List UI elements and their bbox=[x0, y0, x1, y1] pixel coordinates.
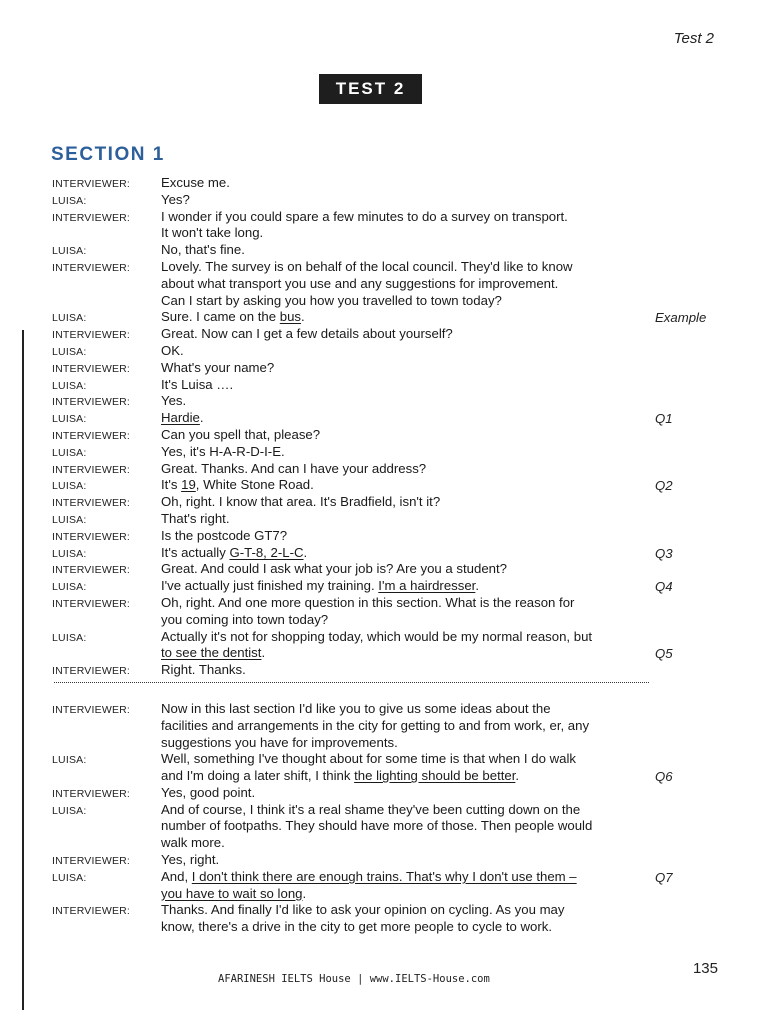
answer-underline: to see the dentist bbox=[161, 645, 262, 661]
speech-line bbox=[161, 768, 651, 785]
dialogue-row bbox=[52, 629, 717, 663]
dialogue-row bbox=[52, 511, 717, 528]
dialogue-row bbox=[52, 662, 717, 679]
speaker-name: INTERVIEWER: bbox=[52, 396, 131, 409]
answer-underline: you have to wait so long bbox=[161, 885, 303, 901]
running-title: Test 2 bbox=[673, 30, 714, 47]
dialogue-row bbox=[52, 869, 717, 903]
dialogue-row bbox=[52, 343, 717, 360]
speech-fragment: number of footpaths. They should have more of those. Then people would bbox=[161, 818, 593, 834]
speech-fragment: walk more. bbox=[161, 835, 225, 851]
speech-line bbox=[161, 735, 651, 752]
speaker-name: INTERVIEWER: bbox=[52, 855, 131, 868]
speaker-name: INTERVIEWER: bbox=[52, 665, 131, 678]
answer-underline: G-T-8, 2-L-C bbox=[229, 544, 304, 560]
speech-fragment: Is the postcode GT7? bbox=[161, 527, 288, 543]
question-marker: Q2 bbox=[655, 478, 673, 494]
speech-fragment: Excuse me. bbox=[161, 175, 230, 190]
speech-text bbox=[161, 410, 651, 427]
dialogue-row bbox=[52, 751, 717, 785]
speaker-name: INTERVIEWER: bbox=[52, 905, 131, 918]
speech-fragment: . bbox=[302, 885, 307, 901]
speaker-name: INTERVIEWER: bbox=[52, 597, 131, 610]
speech-line bbox=[161, 444, 651, 461]
speech-fragment: . bbox=[199, 410, 204, 426]
speaker-name: LUISA: bbox=[52, 480, 87, 493]
dialogue-row bbox=[52, 209, 717, 243]
speech-fragment: Well, something I've thought about for some time is that when I do walk bbox=[161, 751, 576, 767]
speech-text bbox=[161, 326, 651, 343]
speech-line bbox=[161, 309, 651, 326]
speaker-name: LUISA: bbox=[52, 631, 87, 644]
speech-line bbox=[161, 528, 651, 545]
speech-fragment: Right. Thanks. bbox=[161, 662, 246, 678]
speaker-name: LUISA: bbox=[52, 194, 87, 207]
speech-fragment: about what transport you use and any suggestions for improvement. bbox=[161, 275, 559, 291]
speech-fragment: Oh, right. And one more question in this section. What is the reason for bbox=[161, 594, 575, 610]
speech-fragment: Oh, right. I know that area. It's Bradfield, isn't it? bbox=[161, 494, 441, 510]
speaker-name: LUISA: bbox=[52, 446, 87, 459]
speech-line bbox=[161, 276, 651, 293]
speech-text bbox=[161, 427, 651, 444]
speech-line bbox=[161, 662, 651, 679]
speech-fragment: OK. bbox=[161, 342, 184, 358]
speech-fragment: And of course, I think it's a real shame they've been cutting down on the bbox=[161, 801, 581, 817]
speech-fragment: Now in this last section I'd like you to give us some ideas about the bbox=[161, 700, 551, 716]
dialogue-row bbox=[52, 410, 717, 427]
speech-line bbox=[161, 919, 651, 936]
speech-fragment: Great. And could I ask what your job is? Are you a student? bbox=[161, 561, 508, 577]
dialogue-row bbox=[52, 461, 717, 478]
speech-line bbox=[161, 902, 651, 919]
speech-fragment: facilities and arrangements in the city for getting to and from work, er, any bbox=[161, 717, 590, 733]
question-marker: Q6 bbox=[655, 769, 673, 785]
speech-line bbox=[161, 595, 651, 612]
speech-fragment: No, that's fine. bbox=[161, 242, 245, 258]
speech-text bbox=[161, 595, 651, 629]
speech-text bbox=[161, 578, 651, 595]
speech-text bbox=[161, 701, 651, 751]
speech-line bbox=[161, 545, 651, 562]
section-title: SECTION 1 bbox=[51, 144, 165, 165]
speech-fragment: Yes? bbox=[161, 191, 190, 207]
answer-underline: I'm a hairdresser bbox=[378, 578, 476, 594]
speaker-name: INTERVIEWER: bbox=[52, 329, 131, 342]
speaker-name: INTERVIEWER: bbox=[52, 530, 131, 543]
speaker-name: LUISA: bbox=[52, 345, 87, 358]
dialogue-row bbox=[52, 852, 717, 869]
question-marker: Q4 bbox=[655, 579, 673, 595]
speech-line bbox=[161, 175, 651, 192]
dialogue-row bbox=[52, 309, 717, 326]
dialogue-row bbox=[52, 326, 717, 343]
speaker-name: INTERVIEWER: bbox=[52, 211, 131, 224]
speech-line bbox=[161, 785, 651, 802]
dialogue-row bbox=[52, 444, 717, 461]
dialogue-row bbox=[52, 528, 717, 545]
speaker-name: LUISA: bbox=[52, 312, 87, 325]
speaker-name: INTERVIEWER: bbox=[52, 564, 131, 577]
speech-fragment: I wonder if you could spare a few minutes to do a survey on transport. bbox=[161, 208, 568, 224]
speech-line bbox=[161, 629, 651, 646]
speech-line bbox=[161, 242, 651, 259]
answer-underline: 19 bbox=[181, 477, 196, 493]
transcript bbox=[52, 175, 717, 936]
speaker-name: LUISA: bbox=[52, 581, 87, 594]
speech-fragment: Can I start by asking you how you travelled to town today? bbox=[161, 292, 502, 308]
speech-text bbox=[161, 751, 651, 785]
question-marker: Q3 bbox=[655, 545, 673, 561]
speech-fragment: suggestions you have for improvements. bbox=[161, 734, 398, 750]
speech-fragment: It's actually bbox=[161, 544, 230, 560]
dialogue-row bbox=[52, 494, 717, 511]
speech-text bbox=[161, 393, 651, 410]
section-divider bbox=[54, 682, 649, 683]
speech-fragment: know, there's a drive in the city to get more people to cycle to work. bbox=[161, 919, 553, 935]
speech-text bbox=[161, 477, 651, 494]
speech-line bbox=[161, 410, 651, 427]
dialogue-row bbox=[52, 242, 717, 259]
speech-fragment: Thanks. And finally I'd like to ask your opinion on cycling. As you may bbox=[161, 902, 565, 918]
speech-fragment: It's bbox=[161, 477, 182, 493]
dialogue-row bbox=[52, 427, 717, 444]
speech-line bbox=[161, 802, 651, 819]
speaker-name: LUISA: bbox=[52, 754, 87, 767]
dialogue-row bbox=[52, 393, 717, 410]
speech-line bbox=[161, 377, 651, 394]
speech-line bbox=[161, 852, 651, 869]
speaker-name: LUISA: bbox=[52, 547, 87, 560]
speech-line bbox=[161, 293, 651, 310]
speech-line bbox=[161, 209, 651, 226]
page-number: 135 bbox=[692, 960, 718, 977]
speech-fragment: And, bbox=[161, 868, 192, 884]
question-marker: Q1 bbox=[655, 411, 673, 427]
speech-text bbox=[161, 309, 651, 326]
speech-fragment: Sure. I came on the bbox=[161, 309, 280, 325]
dialogue-row bbox=[52, 192, 717, 209]
speech-line bbox=[161, 718, 651, 735]
speech-fragment: Yes, it's H-A-R-D-I-E. bbox=[161, 443, 285, 459]
dialogue-row bbox=[52, 175, 717, 192]
speaker-name: INTERVIEWER: bbox=[52, 362, 131, 375]
dialogue-row bbox=[52, 785, 717, 802]
answer-underline: Hardie bbox=[161, 410, 200, 426]
speech-text bbox=[161, 360, 651, 377]
speech-text bbox=[161, 242, 651, 259]
speech-text bbox=[161, 461, 651, 478]
speech-text bbox=[161, 259, 651, 309]
dialogue-row bbox=[52, 377, 717, 394]
speech-line bbox=[161, 818, 651, 835]
dialogue-row bbox=[52, 360, 717, 377]
speech-fragment: , White Stone Road. bbox=[195, 477, 314, 493]
speech-line bbox=[161, 343, 651, 360]
speech-text bbox=[161, 902, 651, 936]
speech-line bbox=[161, 645, 651, 662]
speech-text bbox=[161, 869, 651, 903]
speech-line bbox=[161, 225, 651, 242]
speech-line bbox=[161, 259, 651, 276]
speech-fragment: . bbox=[475, 578, 480, 594]
dialogue-row bbox=[52, 477, 717, 494]
speech-line bbox=[161, 578, 651, 595]
dialogue-row bbox=[52, 561, 717, 578]
speech-fragment: and I'm doing a later shift, I think bbox=[161, 768, 355, 784]
footer-credit: AFARINESH IELTS House | www.IELTS-House.com bbox=[218, 973, 490, 985]
speech-line bbox=[161, 751, 651, 768]
dialogue-row bbox=[52, 701, 717, 751]
dialogue-row bbox=[52, 578, 717, 595]
speech-fragment: . bbox=[303, 544, 308, 560]
speech-line bbox=[161, 192, 651, 209]
speech-text bbox=[161, 377, 651, 394]
speech-line bbox=[161, 561, 651, 578]
test-badge: TEST 2 bbox=[319, 74, 422, 104]
speech-text bbox=[161, 511, 651, 528]
speaker-name: LUISA: bbox=[52, 804, 87, 817]
speech-fragment: Great. Thanks. And can I have your address? bbox=[161, 460, 427, 476]
speech-fragment: It's Luisa …. bbox=[161, 376, 234, 392]
speech-fragment: I've actually just finished my training. bbox=[161, 578, 379, 594]
speech-fragment: Lovely. The survey is on behalf of the local council. They'd like to know bbox=[161, 258, 573, 274]
speaker-name: LUISA: bbox=[52, 513, 87, 526]
speech-text bbox=[161, 444, 651, 461]
speech-text bbox=[161, 343, 651, 360]
speech-fragment: Great. Now can I get a few details about yourself? bbox=[161, 326, 453, 342]
speaker-name: INTERVIEWER: bbox=[52, 429, 131, 442]
speaker-name: INTERVIEWER: bbox=[52, 787, 131, 800]
speech-line bbox=[161, 612, 651, 629]
speech-text bbox=[161, 209, 651, 243]
speaker-name: LUISA: bbox=[52, 871, 87, 884]
speech-line bbox=[161, 427, 651, 444]
speech-fragment: That's right. bbox=[161, 510, 230, 526]
speaker-name: INTERVIEWER: bbox=[52, 178, 131, 190]
dialogue-row bbox=[52, 902, 717, 936]
speech-text bbox=[161, 494, 651, 511]
question-marker: Example bbox=[655, 310, 707, 326]
dialogue-row bbox=[52, 802, 717, 852]
speech-line bbox=[161, 326, 651, 343]
speech-fragment: Can you spell that, please? bbox=[161, 426, 321, 442]
speech-line bbox=[161, 477, 651, 494]
speech-text bbox=[161, 852, 651, 869]
speech-fragment: Yes, good point. bbox=[161, 784, 256, 800]
question-marker: Q7 bbox=[655, 869, 673, 885]
speech-fragment: . bbox=[301, 309, 305, 325]
speech-line bbox=[161, 701, 651, 718]
speaker-name: INTERVIEWER: bbox=[52, 703, 131, 716]
answer-underline: I don't think there are enough trains. That's why I don't use them – bbox=[191, 868, 577, 884]
speaker-name: INTERVIEWER: bbox=[52, 463, 131, 476]
speech-line bbox=[161, 360, 651, 377]
question-marker: Q5 bbox=[655, 646, 673, 662]
speech-fragment: Actually it's not for shopping today, which would be my normal reason, but bbox=[161, 628, 593, 644]
speech-fragment: you coming into town today? bbox=[161, 611, 329, 627]
speech-fragment: . bbox=[515, 768, 520, 784]
speech-text bbox=[161, 662, 651, 679]
speaker-name: LUISA: bbox=[52, 245, 87, 258]
speech-text bbox=[161, 175, 651, 192]
speech-text bbox=[161, 528, 651, 545]
speech-fragment: . bbox=[261, 645, 266, 661]
dialogue-row bbox=[52, 259, 717, 309]
speaker-name: INTERVIEWER: bbox=[52, 497, 131, 510]
speech-text bbox=[161, 629, 651, 663]
speech-line bbox=[161, 393, 651, 410]
speech-text bbox=[161, 785, 651, 802]
speaker-name: LUISA: bbox=[52, 379, 87, 392]
left-margin-rule bbox=[22, 330, 24, 1010]
speech-fragment: It won't take long. bbox=[161, 225, 264, 241]
speech-line bbox=[161, 461, 651, 478]
dialogue-row bbox=[52, 595, 717, 629]
speech-line bbox=[161, 494, 651, 511]
answer-underline: bus bbox=[279, 309, 302, 325]
speech-text bbox=[161, 802, 651, 852]
dialogue-row bbox=[52, 545, 717, 562]
speech-line bbox=[161, 511, 651, 528]
speech-fragment: Yes, right. bbox=[161, 852, 220, 868]
speech-text bbox=[161, 561, 651, 578]
speaker-name: INTERVIEWER: bbox=[52, 261, 131, 274]
speech-text bbox=[161, 192, 651, 209]
speech-line bbox=[161, 835, 651, 852]
speech-line bbox=[161, 886, 651, 903]
speech-fragment: What's your name? bbox=[161, 359, 275, 375]
speech-line bbox=[161, 869, 651, 886]
answer-underline: the lighting should be better bbox=[354, 768, 516, 784]
speech-fragment: Yes. bbox=[161, 393, 187, 409]
speech-text bbox=[161, 545, 651, 562]
speaker-name: LUISA: bbox=[52, 413, 87, 426]
